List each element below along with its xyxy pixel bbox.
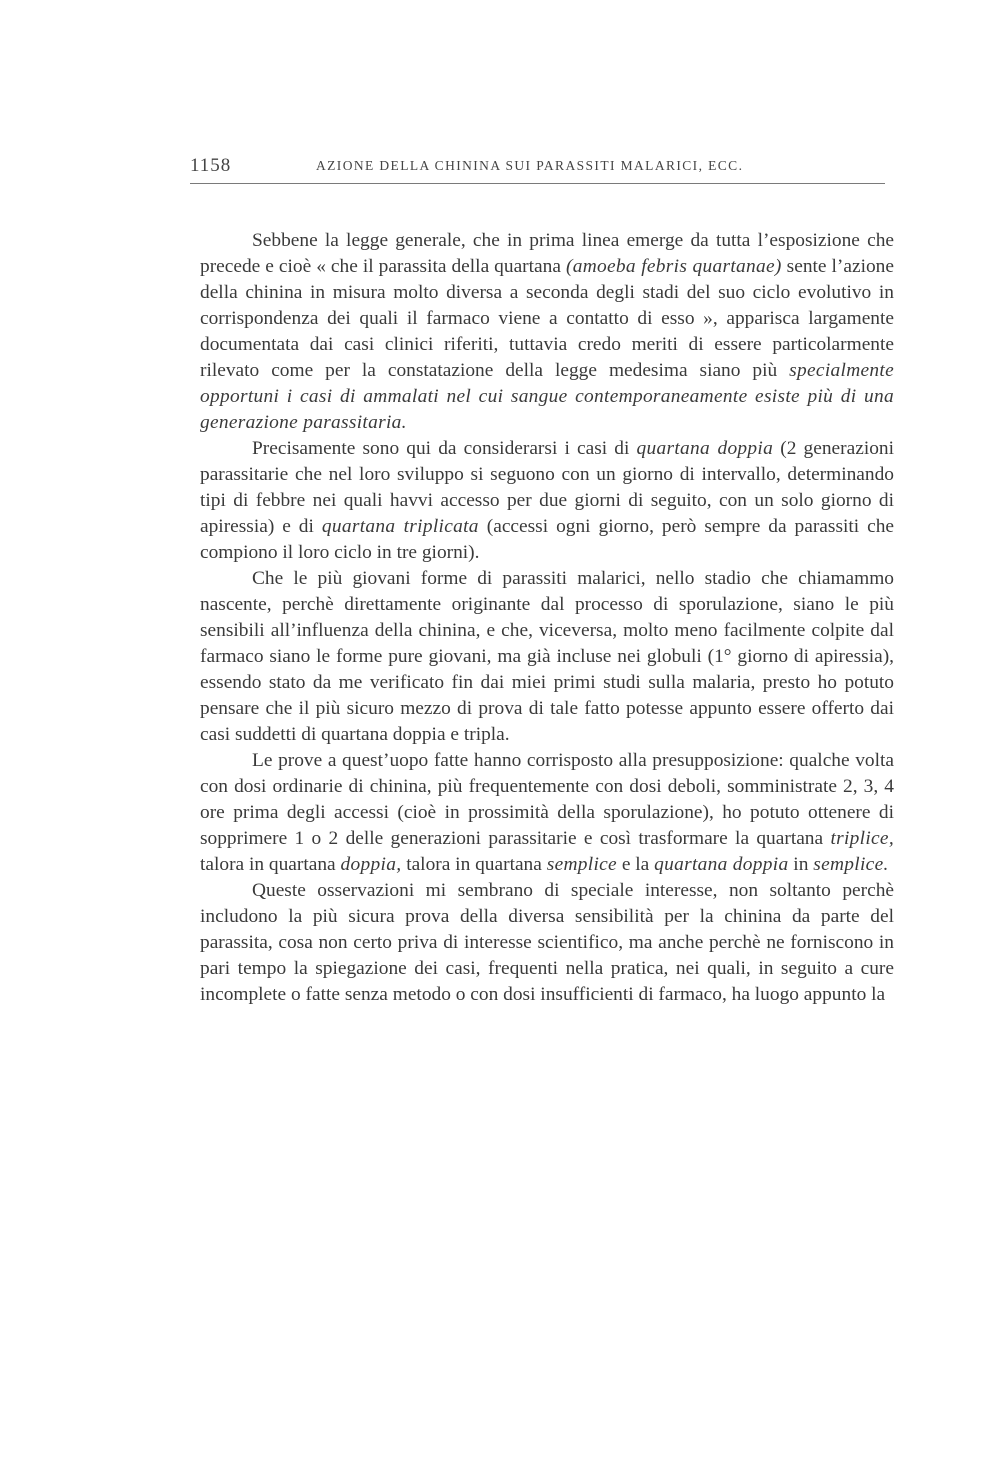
italic-text-segment: quartana doppia — [636, 438, 774, 459]
italic-text-segment: doppia, — [340, 854, 402, 875]
body-text — [200, 228, 894, 1008]
text-segment: Le prove a quest’uopo fatte hanno corrisposto alla presupposizione: qualche volta con dosi ordinarie di chinina, più frequentemente con dosi deboli, somministrate 2, 3, 4 ore prima degli accessi (cioè in prossimità della sporulazione), ho potuto ottenere di sopprimere 1 o 2 delle generazioni parassitarie e così trasformare la quartana — [200, 750, 894, 849]
text-segment: (2 generazioni parassitarie che nel loro sviluppo si seguono con un giorno di intervallo, determinando tipi di febbre nei quali havvi accesso per due giorni di seguito, con un solo giorno di apiressia) e di — [200, 438, 894, 537]
italic-text-segment: (amoeba febris quartanae) — [565, 256, 782, 277]
text-segment: (accessi ogni giorno, però sempre da parassiti che compiono il loro ciclo in tre giorni). — [200, 516, 895, 563]
italic-text-segment: quartana triplicata — [321, 516, 479, 537]
text-segment: e la — [616, 854, 655, 875]
italic-text-segment: semplice. — [813, 854, 889, 875]
italic-text-segment: specialmente opportuni i casi di ammalati nel cui sangue contemporaneamente esiste più di una generazione parassitaria. — [200, 360, 894, 433]
text-segment: sente l’azione della chinina in misura molto diversa a seconda degli stadi del suo ciclo evolutivo in corrispondenza dei quali il farmaco viene a contatto di esso », apparisca largamente documentata dai casi clinici riferiti, tuttavia credo meriti di essere particolarmente rilevato come per la constatazione della legge medesima siano più — [200, 256, 894, 381]
text-segment: in — [788, 854, 814, 875]
italic-text-segment: triplice, — [830, 828, 894, 849]
paragraph — [200, 878, 894, 1008]
text-segment: talora in quartana — [401, 854, 547, 875]
text-segment: Sebbene la legge generale, che in prima linea emerge da tutta l’esposizione che precede e cioè « che il parassita della quartana — [200, 230, 894, 277]
paragraph — [200, 748, 894, 878]
italic-text-segment: quartana doppia — [654, 854, 789, 875]
text-segment: Queste osservazioni mi sembrano di speciale interesse, non soltanto perchè includono la più sicura prova della diversa sensibilità per la chinina da parte del parassita, cosa non certo priva di interesse scientifico, ma anche perchè ne forniscono in pari tempo la spiegazione dei casi, frequenti nella pratica, nei quali, in seguito a cure incomplete o fatte senza metodo o con dosi insufficienti di farmaco, ha luogo appunto la — [200, 880, 894, 1005]
text-segment: talora in quartana — [200, 854, 341, 875]
running-title: AZIONE DELLA CHININA SUI PARASSITI MALARICI, ECC. — [316, 158, 744, 173]
running-header — [190, 153, 885, 184]
paragraph — [200, 566, 894, 748]
page-number: 1158 — [190, 155, 232, 176]
paragraph — [200, 228, 894, 436]
text-segment: Precisamente sono qui da considerarsi i casi di — [252, 438, 637, 459]
italic-text-segment: semplice — [546, 854, 617, 875]
text-segment: Che le più giovani forme di parassiti malarici, nello stadio che chiamammo nascente, perchè direttamente originante dal processo di sporulazione, siano le più sensibili all’influenza della chinina, e che, viceversa, molto meno facilmente colpite dal farmaco siano le forme pure giovani, ma già incluse nei globuli (1° giorno di apiressia), essendo stato da me verificato fin dai miei primi studi sulla malaria, presto ho potuto pensare che il più sicuro mezzo di prova di tale fatto potesse appunto essere offerto dai casi suddetti di quartana doppia e tripla. — [200, 568, 894, 745]
paragraph — [200, 436, 894, 566]
